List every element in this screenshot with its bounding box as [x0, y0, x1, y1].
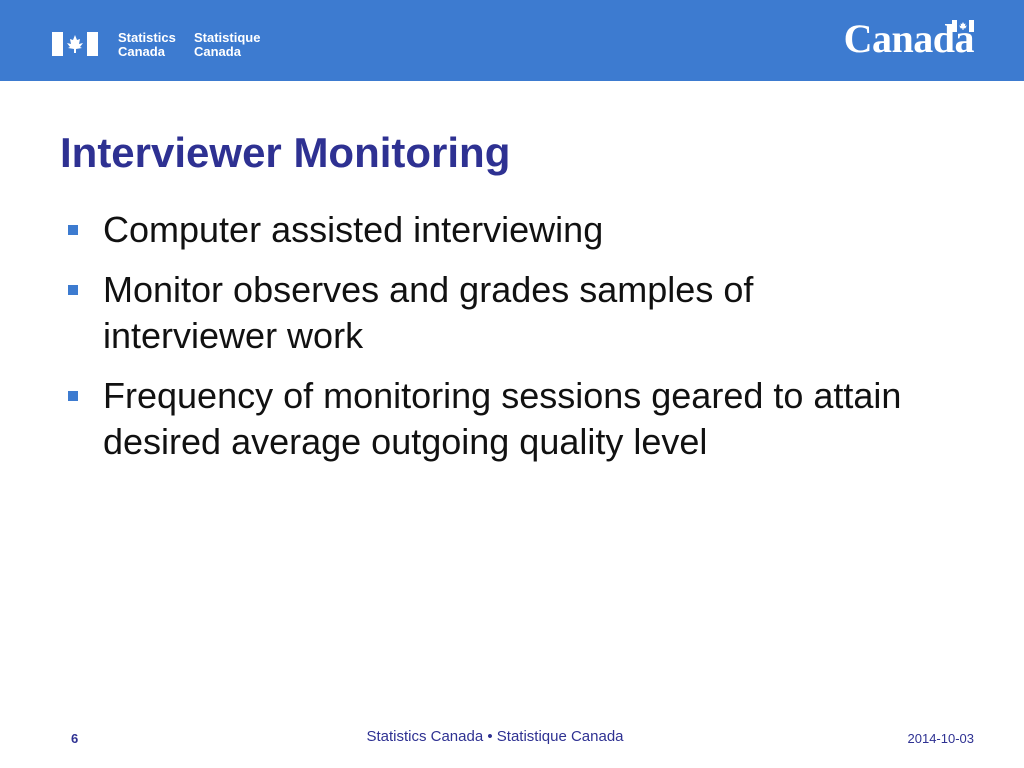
slide-title: Interviewer Monitoring: [60, 129, 511, 176]
canada-flag-icon: [52, 32, 98, 56]
bullet-list: [60, 207, 920, 479]
bullet-item: [60, 373, 920, 465]
bullet-text: Frequency of monitoring sessions geared to attain desired average outgoing quality level: [103, 375, 902, 462]
bullet-square-icon: [68, 225, 78, 235]
bullet-square-icon: [68, 391, 78, 401]
bullet-text: Computer assisted interviewing: [103, 209, 604, 250]
org-name-en: Statistics Canada: [118, 30, 176, 59]
bullet-text: Monitor observes and grades samples of interviewer work: [103, 269, 754, 356]
bullet-item: [60, 267, 920, 359]
page-number: 6: [71, 731, 79, 746]
bullet-item: [60, 207, 920, 253]
footer-date: 2014-10-03: [907, 731, 974, 746]
org-name-fr: Statistique Canada: [194, 30, 261, 59]
canada-wordmark: Canada: [843, 16, 974, 61]
footer-org-text: Statistics Canada • Statistique Canada: [366, 728, 624, 745]
bullet-square-icon: [68, 285, 78, 295]
header-bar: [0, 0, 1024, 81]
